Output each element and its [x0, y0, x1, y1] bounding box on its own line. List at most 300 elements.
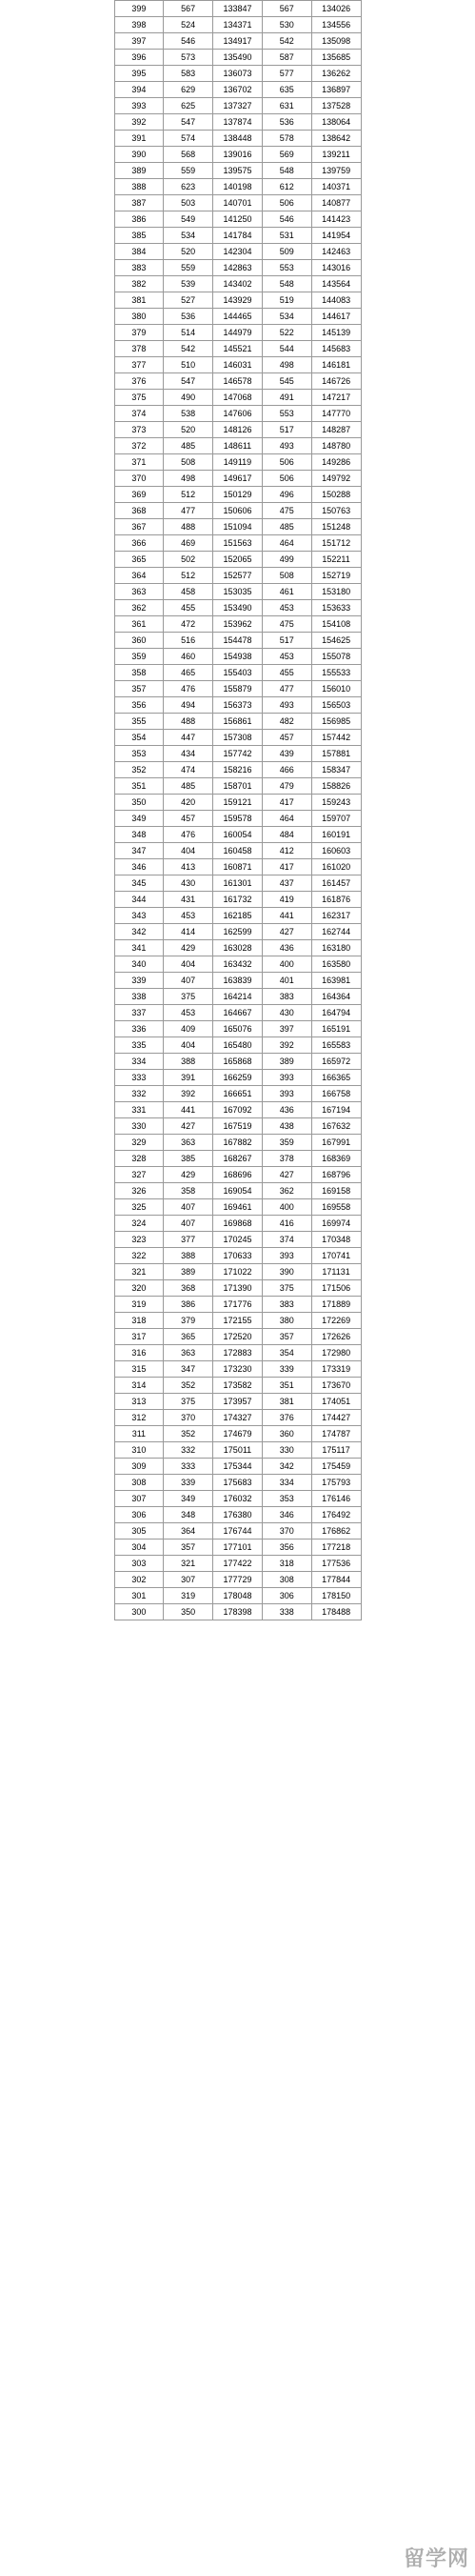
table-row	[114, 1264, 361, 1280]
table-row	[114, 762, 361, 778]
score-cell: 396	[114, 50, 164, 66]
count-b-cell: 389	[262, 1054, 311, 1070]
table-row	[114, 1394, 361, 1410]
cumulative-b-cell: 175793	[311, 1475, 361, 1491]
cumulative-a-cell: 153490	[213, 600, 263, 616]
score-cell: 353	[114, 746, 164, 762]
score-cell: 384	[114, 244, 164, 260]
count-a-cell: 498	[164, 471, 213, 487]
score-cell: 347	[114, 843, 164, 859]
score-cell: 311	[114, 1426, 164, 1442]
cumulative-b-cell: 174427	[311, 1410, 361, 1426]
table-row	[114, 33, 361, 50]
score-cell: 351	[114, 778, 164, 795]
count-b-cell: 542	[262, 33, 311, 50]
table-row	[114, 406, 361, 422]
count-a-cell: 547	[164, 373, 213, 390]
count-b-cell: 430	[262, 1005, 311, 1021]
cumulative-b-cell: 152719	[311, 568, 361, 584]
cumulative-b-cell: 170348	[311, 1232, 361, 1248]
count-b-cell: 519	[262, 292, 311, 309]
count-a-cell: 573	[164, 50, 213, 66]
table-row	[114, 1005, 361, 1021]
cumulative-a-cell: 167882	[213, 1135, 263, 1151]
score-cell: 325	[114, 1199, 164, 1216]
count-a-cell: 567	[164, 1, 213, 17]
cumulative-a-cell: 156861	[213, 714, 263, 730]
cumulative-a-cell: 137874	[213, 114, 263, 131]
count-b-cell: 506	[262, 471, 311, 487]
count-b-cell: 330	[262, 1442, 311, 1459]
cumulative-b-cell: 167194	[311, 1102, 361, 1118]
score-cell: 352	[114, 762, 164, 778]
table-row	[114, 292, 361, 309]
count-b-cell: 362	[262, 1183, 311, 1199]
count-b-cell: 346	[262, 1507, 311, 1523]
cumulative-a-cell: 173230	[213, 1361, 263, 1378]
table-row	[114, 179, 361, 195]
count-a-cell: 389	[164, 1264, 213, 1280]
count-b-cell: 464	[262, 811, 311, 827]
score-cell: 383	[114, 260, 164, 276]
cumulative-a-cell: 167519	[213, 1118, 263, 1135]
table-row	[114, 973, 361, 989]
table-row	[114, 1329, 361, 1345]
score-cell: 301	[114, 1588, 164, 1604]
count-a-cell: 514	[164, 325, 213, 341]
count-b-cell: 356	[262, 1540, 311, 1556]
count-b-cell: 353	[262, 1491, 311, 1507]
score-cell: 309	[114, 1459, 164, 1475]
table-row	[114, 1021, 361, 1037]
cumulative-a-cell: 150129	[213, 487, 263, 503]
count-b-cell: 374	[262, 1232, 311, 1248]
count-a-cell: 472	[164, 616, 213, 633]
count-a-cell: 457	[164, 811, 213, 827]
table-row	[114, 1297, 361, 1313]
table-row	[114, 600, 361, 616]
table-row	[114, 1135, 361, 1151]
cumulative-a-cell: 159121	[213, 795, 263, 811]
cumulative-b-cell: 158347	[311, 762, 361, 778]
count-a-cell: 363	[164, 1135, 213, 1151]
table-row	[114, 325, 361, 341]
count-a-cell: 549	[164, 211, 213, 228]
table-row	[114, 1037, 361, 1054]
count-a-cell: 332	[164, 1442, 213, 1459]
cumulative-a-cell: 168696	[213, 1167, 263, 1183]
score-cell: 378	[114, 341, 164, 357]
cumulative-a-cell: 155403	[213, 665, 263, 681]
count-b-cell: 306	[262, 1588, 311, 1604]
cumulative-a-cell: 162185	[213, 908, 263, 924]
table-row	[114, 1507, 361, 1523]
cumulative-b-cell: 165972	[311, 1054, 361, 1070]
cumulative-b-cell: 149792	[311, 471, 361, 487]
table-row	[114, 211, 361, 228]
table-row	[114, 827, 361, 843]
cumulative-a-cell: 158701	[213, 778, 263, 795]
cumulative-a-cell: 175011	[213, 1442, 263, 1459]
count-a-cell: 488	[164, 714, 213, 730]
cumulative-b-cell: 144617	[311, 309, 361, 325]
cumulative-b-cell: 161457	[311, 875, 361, 892]
count-b-cell: 380	[262, 1313, 311, 1329]
count-a-cell: 465	[164, 665, 213, 681]
count-a-cell: 375	[164, 1394, 213, 1410]
count-a-cell: 455	[164, 600, 213, 616]
table-row	[114, 98, 361, 114]
cumulative-a-cell: 177422	[213, 1556, 263, 1572]
score-cell: 388	[114, 179, 164, 195]
cumulative-a-cell: 139575	[213, 163, 263, 179]
count-a-cell: 364	[164, 1523, 213, 1540]
score-cell: 375	[114, 390, 164, 406]
cumulative-b-cell: 174787	[311, 1426, 361, 1442]
count-a-cell: 434	[164, 746, 213, 762]
count-b-cell: 506	[262, 195, 311, 211]
table-row	[114, 1459, 361, 1475]
count-b-cell: 577	[262, 66, 311, 82]
cumulative-b-cell: 167632	[311, 1118, 361, 1135]
score-cell: 365	[114, 552, 164, 568]
cumulative-a-cell: 146578	[213, 373, 263, 390]
count-b-cell: 370	[262, 1523, 311, 1540]
count-a-cell: 441	[164, 1102, 213, 1118]
score-cell: 346	[114, 859, 164, 875]
count-b-cell: 567	[262, 1, 311, 17]
score-cell: 319	[114, 1297, 164, 1313]
score-cell: 335	[114, 1037, 164, 1054]
count-b-cell: 531	[262, 228, 311, 244]
cumulative-a-cell: 136702	[213, 82, 263, 98]
score-cell: 300	[114, 1604, 164, 1620]
cumulative-b-cell: 147770	[311, 406, 361, 422]
count-a-cell: 539	[164, 276, 213, 292]
count-b-cell: 342	[262, 1459, 311, 1475]
count-b-cell: 461	[262, 584, 311, 600]
score-cell: 382	[114, 276, 164, 292]
count-a-cell: 386	[164, 1297, 213, 1313]
cumulative-b-cell: 155533	[311, 665, 361, 681]
count-b-cell: 517	[262, 633, 311, 649]
count-a-cell: 460	[164, 649, 213, 665]
cumulative-b-cell: 163981	[311, 973, 361, 989]
cumulative-b-cell: 134556	[311, 17, 361, 33]
table-row	[114, 390, 361, 406]
table-row	[114, 195, 361, 211]
score-cell: 348	[114, 827, 164, 843]
cumulative-b-cell: 164364	[311, 989, 361, 1005]
cumulative-b-cell: 169974	[311, 1216, 361, 1232]
cumulative-b-cell: 176146	[311, 1491, 361, 1507]
count-b-cell: 491	[262, 390, 311, 406]
count-a-cell: 547	[164, 114, 213, 131]
score-cell: 356	[114, 697, 164, 714]
cumulative-b-cell: 138642	[311, 131, 361, 147]
table-row	[114, 535, 361, 552]
count-a-cell: 623	[164, 179, 213, 195]
table-row	[114, 1054, 361, 1070]
count-a-cell: 574	[164, 131, 213, 147]
cumulative-b-cell: 139211	[311, 147, 361, 163]
score-cell: 336	[114, 1021, 164, 1037]
count-b-cell: 354	[262, 1345, 311, 1361]
cumulative-a-cell: 169461	[213, 1199, 263, 1216]
count-b-cell: 485	[262, 519, 311, 535]
table-row	[114, 1102, 361, 1118]
count-a-cell: 414	[164, 924, 213, 940]
score-cell: 372	[114, 438, 164, 454]
count-b-cell: 400	[262, 956, 311, 973]
table-row	[114, 681, 361, 697]
count-b-cell: 438	[262, 1118, 311, 1135]
cumulative-b-cell: 162317	[311, 908, 361, 924]
cumulative-a-cell: 172155	[213, 1313, 263, 1329]
score-cell: 368	[114, 503, 164, 519]
count-a-cell: 516	[164, 633, 213, 649]
count-b-cell: 508	[262, 568, 311, 584]
count-b-cell: 466	[262, 762, 311, 778]
cumulative-a-cell: 171022	[213, 1264, 263, 1280]
cumulative-b-cell: 166365	[311, 1070, 361, 1086]
score-cell: 389	[114, 163, 164, 179]
cumulative-b-cell: 134026	[311, 1, 361, 17]
cumulative-a-cell: 153962	[213, 616, 263, 633]
table-row	[114, 908, 361, 924]
count-a-cell: 365	[164, 1329, 213, 1345]
table-row	[114, 1442, 361, 1459]
table-row	[114, 276, 361, 292]
count-b-cell: 339	[262, 1361, 311, 1378]
score-cell: 330	[114, 1118, 164, 1135]
cumulative-b-cell: 157881	[311, 746, 361, 762]
table-row	[114, 1151, 361, 1167]
table-row	[114, 1410, 361, 1426]
site-watermark: 留学网	[403, 2546, 469, 2570]
cumulative-a-cell: 170245	[213, 1232, 263, 1248]
count-a-cell: 388	[164, 1248, 213, 1264]
score-cell: 364	[114, 568, 164, 584]
table-row	[114, 341, 361, 357]
cumulative-b-cell: 161020	[311, 859, 361, 875]
table-row	[114, 989, 361, 1005]
table-row	[114, 697, 361, 714]
table-row	[114, 746, 361, 762]
count-a-cell: 542	[164, 341, 213, 357]
table-row	[114, 1248, 361, 1264]
cumulative-b-cell: 172626	[311, 1329, 361, 1345]
cumulative-a-cell: 156373	[213, 697, 263, 714]
table-row	[114, 163, 361, 179]
count-b-cell: 548	[262, 163, 311, 179]
cumulative-b-cell: 165191	[311, 1021, 361, 1037]
score-cell: 329	[114, 1135, 164, 1151]
count-b-cell: 436	[262, 940, 311, 956]
cumulative-a-cell: 174327	[213, 1410, 263, 1426]
table-row	[114, 519, 361, 535]
cumulative-b-cell: 171889	[311, 1297, 361, 1313]
cumulative-a-cell: 160458	[213, 843, 263, 859]
cumulative-b-cell: 136262	[311, 66, 361, 82]
score-cell: 303	[114, 1556, 164, 1572]
score-cell: 306	[114, 1507, 164, 1523]
score-cell: 317	[114, 1329, 164, 1345]
table-row	[114, 1183, 361, 1199]
count-a-cell: 385	[164, 1151, 213, 1167]
count-a-cell: 490	[164, 390, 213, 406]
table-row	[114, 1280, 361, 1297]
cumulative-a-cell: 148126	[213, 422, 263, 438]
table-row	[114, 1199, 361, 1216]
count-a-cell: 363	[164, 1345, 213, 1361]
score-cell: 331	[114, 1102, 164, 1118]
score-cell: 338	[114, 989, 164, 1005]
cumulative-a-cell: 157742	[213, 746, 263, 762]
score-cell: 392	[114, 114, 164, 131]
count-a-cell: 407	[164, 1199, 213, 1216]
cumulative-b-cell: 146726	[311, 373, 361, 390]
count-a-cell: 429	[164, 940, 213, 956]
count-b-cell: 484	[262, 827, 311, 843]
table-row	[114, 1167, 361, 1183]
cumulative-a-cell: 136073	[213, 66, 263, 82]
count-a-cell: 524	[164, 17, 213, 33]
score-cell: 304	[114, 1540, 164, 1556]
count-a-cell: 453	[164, 908, 213, 924]
score-cell: 399	[114, 1, 164, 17]
table-row	[114, 438, 361, 454]
count-b-cell: 417	[262, 859, 311, 875]
table-row	[114, 1086, 361, 1102]
score-cell: 377	[114, 357, 164, 373]
count-b-cell: 612	[262, 179, 311, 195]
count-a-cell: 476	[164, 827, 213, 843]
score-cell: 361	[114, 616, 164, 633]
score-cell: 381	[114, 292, 164, 309]
score-cell: 366	[114, 535, 164, 552]
score-cell: 394	[114, 82, 164, 98]
cumulative-a-cell: 138448	[213, 131, 263, 147]
count-a-cell: 407	[164, 1216, 213, 1232]
count-b-cell: 569	[262, 147, 311, 163]
count-a-cell: 625	[164, 98, 213, 114]
cumulative-b-cell: 140877	[311, 195, 361, 211]
score-cell: 318	[114, 1313, 164, 1329]
table-row	[114, 1313, 361, 1329]
cumulative-a-cell: 178048	[213, 1588, 263, 1604]
score-cell: 310	[114, 1442, 164, 1459]
score-cell: 374	[114, 406, 164, 422]
table-row	[114, 1491, 361, 1507]
cumulative-a-cell: 139016	[213, 147, 263, 163]
table-row	[114, 1523, 361, 1540]
table-row	[114, 633, 361, 649]
count-b-cell: 393	[262, 1086, 311, 1102]
count-b-cell: 383	[262, 1297, 311, 1313]
count-b-cell: 412	[262, 843, 311, 859]
count-a-cell: 510	[164, 357, 213, 373]
table-row	[114, 584, 361, 600]
cumulative-b-cell: 177844	[311, 1572, 361, 1588]
cumulative-b-cell: 149286	[311, 454, 361, 471]
count-b-cell: 530	[262, 17, 311, 33]
count-a-cell: 352	[164, 1426, 213, 1442]
table-row	[114, 1345, 361, 1361]
table-row	[114, 1556, 361, 1572]
count-b-cell: 553	[262, 260, 311, 276]
count-a-cell: 431	[164, 892, 213, 908]
cumulative-b-cell: 168796	[311, 1167, 361, 1183]
table-row	[114, 843, 361, 859]
table-row	[114, 228, 361, 244]
score-cell: 390	[114, 147, 164, 163]
cumulative-a-cell: 161732	[213, 892, 263, 908]
count-b-cell: 475	[262, 616, 311, 633]
cumulative-a-cell: 163839	[213, 973, 263, 989]
count-b-cell: 359	[262, 1135, 311, 1151]
cumulative-a-cell: 143929	[213, 292, 263, 309]
count-a-cell: 391	[164, 1070, 213, 1086]
count-a-cell: 409	[164, 1021, 213, 1037]
count-b-cell: 357	[262, 1329, 311, 1345]
cumulative-a-cell: 145521	[213, 341, 263, 357]
count-a-cell: 430	[164, 875, 213, 892]
table-row	[114, 82, 361, 98]
cumulative-b-cell: 173670	[311, 1378, 361, 1394]
count-a-cell: 474	[164, 762, 213, 778]
cumulative-b-cell: 150288	[311, 487, 361, 503]
score-cell: 371	[114, 454, 164, 471]
cumulative-b-cell: 151248	[311, 519, 361, 535]
table-row	[114, 1070, 361, 1086]
score-cell: 387	[114, 195, 164, 211]
cumulative-a-cell: 176032	[213, 1491, 263, 1507]
cumulative-b-cell: 163180	[311, 940, 361, 956]
cumulative-a-cell: 164214	[213, 989, 263, 1005]
cumulative-b-cell: 153180	[311, 584, 361, 600]
cumulative-a-cell: 143402	[213, 276, 263, 292]
score-cell: 305	[114, 1523, 164, 1540]
count-a-cell: 488	[164, 519, 213, 535]
cumulative-b-cell: 141423	[311, 211, 361, 228]
score-cell: 333	[114, 1070, 164, 1086]
cumulative-a-cell: 147606	[213, 406, 263, 422]
count-b-cell: 548	[262, 276, 311, 292]
cumulative-a-cell: 163028	[213, 940, 263, 956]
count-a-cell: 520	[164, 244, 213, 260]
score-cell: 327	[114, 1167, 164, 1183]
count-a-cell: 404	[164, 843, 213, 859]
score-cell: 307	[114, 1491, 164, 1507]
cumulative-a-cell: 163432	[213, 956, 263, 973]
count-b-cell: 436	[262, 1102, 311, 1118]
cumulative-a-cell: 141250	[213, 211, 263, 228]
count-b-cell: 475	[262, 503, 311, 519]
score-cell: 344	[114, 892, 164, 908]
count-b-cell: 427	[262, 1167, 311, 1183]
cumulative-b-cell: 159707	[311, 811, 361, 827]
score-cell: 376	[114, 373, 164, 390]
count-b-cell: 375	[262, 1280, 311, 1297]
cumulative-b-cell: 136897	[311, 82, 361, 98]
count-b-cell: 453	[262, 649, 311, 665]
score-distribution-table	[114, 0, 362, 1620]
table-row	[114, 1232, 361, 1248]
cumulative-a-cell: 176744	[213, 1523, 263, 1540]
table-row	[114, 616, 361, 633]
cumulative-a-cell: 140701	[213, 195, 263, 211]
